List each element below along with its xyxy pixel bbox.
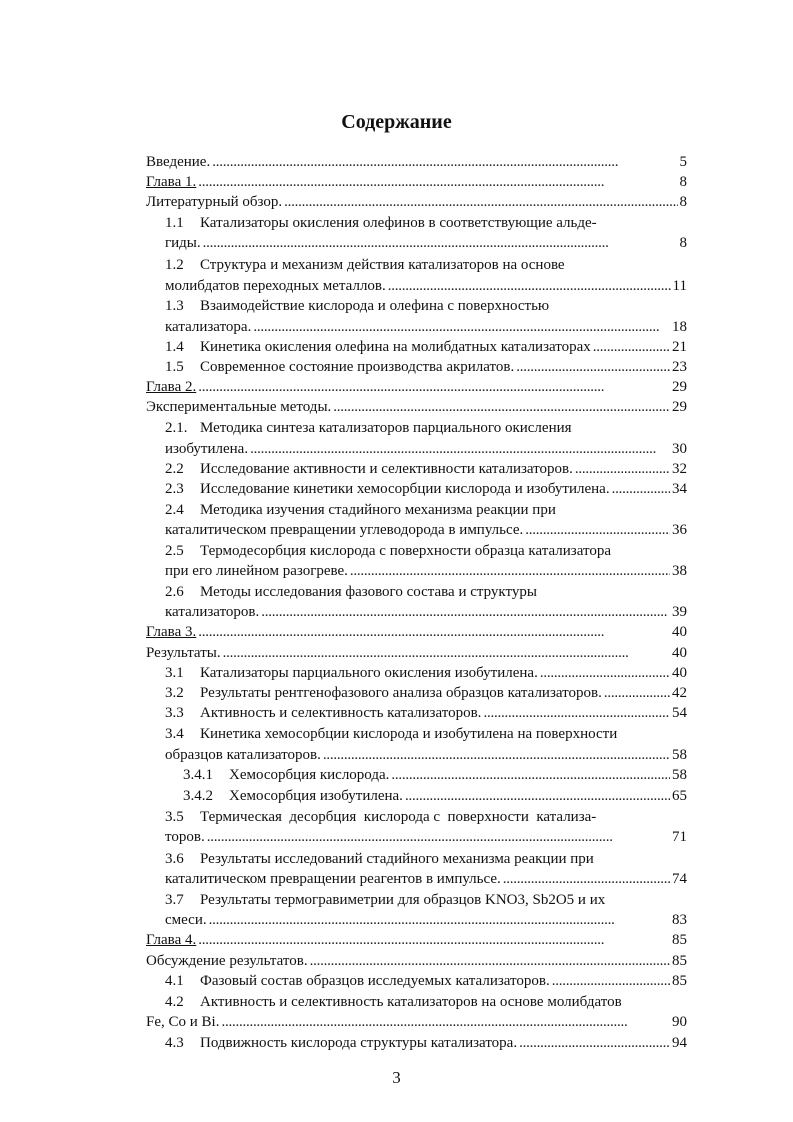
toc-entry-3-4-1[interactable] <box>183 765 687 785</box>
toc-entry-text: Результаты рентгенофазового анализа образцов катализаторов. <box>200 685 602 701</box>
toc-entry-number: 1.3 <box>165 298 184 314</box>
toc-entry-number: 3.2 <box>165 685 184 701</box>
toc-entry-page: 30 <box>672 441 687 457</box>
toc-entry-text: Литературный обзор. <box>146 194 283 210</box>
toc-entry-page: 85 <box>672 953 687 969</box>
page-number: 3 <box>392 1068 401 1087</box>
toc-entry-2-2[interactable] <box>165 459 687 479</box>
toc-entry-page: 34 <box>672 481 687 497</box>
dot-leader <box>391 766 670 785</box>
toc-entry-2-5[interactable] <box>165 541 687 561</box>
toc-entry-3-5-cont[interactable] <box>165 827 687 847</box>
toc-entry-text: катализатора. <box>165 319 252 335</box>
toc-entry-text: гиды. <box>165 235 201 251</box>
toc-entry-text: Взаимодействие кислорода и олефина с поверхностью <box>200 298 550 314</box>
toc-entry-text: каталитическом превращении реагентов в импульсе. <box>165 871 501 887</box>
toc-entry-number: 2.4 <box>165 502 184 518</box>
toc-entry-page: 39 <box>672 604 687 620</box>
dot-leader <box>604 684 670 703</box>
toc-entry-text: Обсуждение результатов. <box>146 953 308 969</box>
toc-entry-text: Глава 4. <box>146 932 197 948</box>
dot-leader <box>593 338 670 357</box>
toc-entry-text: изобутилена. <box>165 441 249 457</box>
toc-entry-page: 40 <box>672 665 687 681</box>
toc-entry-text: Кинетика хемосорбции кислорода и изобутилена на поверхности <box>200 726 618 742</box>
toc-entry-text: Подвижность кислорода структуры катализатора. <box>200 1035 518 1051</box>
page-title: Содержание <box>341 111 452 133</box>
dot-leader <box>207 828 670 847</box>
toc-entry-2-1-cont[interactable] <box>165 439 687 459</box>
toc-entry-text: смеси. <box>165 912 207 928</box>
dot-leader <box>519 1034 670 1053</box>
toc-entry-text: Результаты термогравиметрии для образцов KNO3, Sb2O5 и их <box>200 892 606 908</box>
toc-entry-number: 3.4.1 <box>183 767 213 783</box>
dot-leader <box>540 664 670 683</box>
dot-leader <box>483 704 670 723</box>
toc-entry-chapter-4[interactable] <box>146 930 687 950</box>
dot-leader <box>198 173 677 192</box>
toc-entry-3-3[interactable] <box>165 703 687 723</box>
toc-entry-page: 5 <box>679 154 687 170</box>
toc-entry-text: Активность и селективность катализаторов. <box>200 705 482 721</box>
toc-entry-3-2[interactable] <box>165 683 687 703</box>
toc-entry-text: Глава 1. <box>146 174 197 190</box>
dot-leader <box>310 952 670 971</box>
toc-entry-text: каталитическом превращении углеводорода в импульсе. <box>165 522 524 538</box>
toc-entry-number: 1.1 <box>165 215 184 231</box>
dot-leader <box>223 644 670 663</box>
toc-entry-page: 36 <box>672 522 687 538</box>
toc-entry-intro[interactable] <box>146 152 687 172</box>
toc-entry-text: Исследование кинетики хемосорбции кислорода и изобутилена. <box>200 481 610 497</box>
toc-entry-text: Современное состояние производства акрилатов. <box>200 359 515 375</box>
toc-entry-3-7-cont[interactable] <box>165 910 687 930</box>
toc-entry-text: Хемосорбция кислорода. <box>229 767 390 783</box>
toc-entry-page: 65 <box>672 788 687 804</box>
toc-entry-number: 2.2 <box>165 461 184 477</box>
toc-entry-page: 54 <box>672 705 687 721</box>
toc-entry-number: 3.3 <box>165 705 184 721</box>
toc-entry-page: 58 <box>672 767 687 783</box>
toc-entry-text: Термическая десорбция кислорода с поверхности катализа- <box>200 809 597 825</box>
dot-leader <box>552 972 670 991</box>
toc-entry-4-2-cont[interactable] <box>146 1012 687 1032</box>
toc-entry-experimental-methods[interactable] <box>146 397 687 417</box>
toc-entry-number: 2.1. <box>165 420 188 436</box>
dot-leader <box>323 746 670 765</box>
toc-entry-chapter-1[interactable] <box>146 172 687 192</box>
toc-entry-page: 85 <box>672 932 687 948</box>
dot-leader <box>209 911 670 930</box>
toc-entry-text: Введение. <box>146 154 211 170</box>
toc-entry-text: Методика синтеза катализаторов парциального окисления <box>200 420 572 436</box>
toc-entry-page: 8 <box>679 174 687 190</box>
toc-entry-1-4[interactable] <box>165 337 687 357</box>
toc-entry-page: 74 <box>672 871 687 887</box>
dot-leader <box>350 562 670 581</box>
toc-entry-number: 3.1 <box>165 665 184 681</box>
toc-entry-2-3[interactable] <box>165 479 687 499</box>
toc-entry-number: 2.5 <box>165 543 184 559</box>
toc-entry-number: 3.4.2 <box>183 788 213 804</box>
toc-entry-text: молибдатов переходных металлов. <box>165 278 386 294</box>
toc-entry-page: 8 <box>679 194 687 210</box>
dot-leader <box>575 460 670 479</box>
toc-entry-chapter-2[interactable] <box>146 377 687 397</box>
toc-entry-text: Методика изучения стадийного механизма реакции при <box>200 502 556 518</box>
toc-entry-number: 3.6 <box>165 851 184 867</box>
toc-entry-number: 3.5 <box>165 809 184 825</box>
toc-entry-page: 85 <box>672 973 687 989</box>
toc-entry-page: 40 <box>672 645 687 661</box>
toc-entry-number: 3.4 <box>165 726 184 742</box>
dot-leader <box>405 787 670 806</box>
dot-leader <box>198 623 670 642</box>
toc-entry-1-3[interactable] <box>165 296 687 316</box>
toc-entry-number: 2.3 <box>165 481 184 497</box>
toc-entry-text: Исследование активности и селективности катализаторов. <box>200 461 573 477</box>
toc-entry-3-1[interactable] <box>165 663 687 683</box>
toc-entry-number: 1.5 <box>165 359 184 375</box>
toc-entry-2-6[interactable] <box>165 582 687 602</box>
dot-leader <box>221 1013 670 1032</box>
dot-leader <box>198 378 670 397</box>
toc-entry-page: 42 <box>672 685 687 701</box>
toc-entry-text: Глава 2. <box>146 379 197 395</box>
toc-entry-text: Хемосорбция изобутилена. <box>229 788 403 804</box>
toc-entry-text: образцов катализаторов. <box>165 747 321 763</box>
toc-entry-text: Результаты. <box>146 645 221 661</box>
dot-leader <box>250 440 670 459</box>
dot-leader <box>253 318 670 337</box>
toc-entry-results[interactable] <box>146 643 687 663</box>
toc-entry-text: катализаторов. <box>165 604 260 620</box>
toc-entry-text: Термодесорбция кислорода с поверхности образца катализатора <box>200 543 612 559</box>
toc-entry-3-6-cont[interactable] <box>165 869 687 889</box>
toc-entry-2-4[interactable] <box>165 500 687 520</box>
toc-entry-page: 40 <box>672 624 687 640</box>
toc-entry-page: 21 <box>672 339 687 355</box>
toc-entry-2-1[interactable] <box>165 418 687 438</box>
toc-entry-number: 4.2 <box>165 994 184 1010</box>
toc-entry-text: при его линейном разогреве. <box>165 563 348 579</box>
toc-entry-3-5[interactable] <box>165 807 687 827</box>
dot-leader <box>516 358 670 377</box>
toc-entry-text: Активность и селективность катализаторов на основе молибдатов <box>200 994 622 1010</box>
dot-leader <box>525 521 670 540</box>
toc-entry-page: 29 <box>672 379 687 395</box>
toc-entry-text: торов. <box>165 829 205 845</box>
toc-entry-page: 38 <box>672 563 687 579</box>
toc-entry-page: 58 <box>672 747 687 763</box>
toc-entry-page: 29 <box>672 399 687 415</box>
toc-entry-literature-review[interactable] <box>146 192 687 212</box>
toc-entry-1-3-cont[interactable] <box>165 317 687 337</box>
toc-entry-text: Глава 3. <box>146 624 197 640</box>
toc-entry-text: Кинетика окисления олефина на молибдатных катализаторах <box>200 339 591 355</box>
toc-entry-3-4-2[interactable] <box>183 786 687 806</box>
toc-entry-1-1[interactable] <box>165 213 687 233</box>
toc-entry-1-1-cont[interactable] <box>165 233 687 253</box>
toc-entry-number: 3.7 <box>165 892 184 908</box>
toc-entry-text: Катализаторы парциального окисления изобутилена. <box>200 665 538 681</box>
toc-entry-page: 83 <box>672 912 687 928</box>
toc-entry-3-7[interactable] <box>165 890 687 910</box>
toc-entry-page: 23 <box>672 359 687 375</box>
dot-leader <box>261 603 670 622</box>
dot-leader <box>203 234 678 253</box>
toc-entry-3-4-cont[interactable] <box>165 745 687 765</box>
toc-entry-page: 90 <box>672 1014 687 1030</box>
toc-entry-page: 11 <box>672 278 687 294</box>
toc-entry-text: Структура и механизм действия катализаторов на основе <box>200 257 565 273</box>
toc-entry-3-4[interactable] <box>165 724 687 744</box>
toc-entry-text: Результаты исследований стадийного механизма реакции при <box>200 851 594 867</box>
toc-entry-number: 2.6 <box>165 584 184 600</box>
dot-leader <box>612 480 670 499</box>
toc-entry-2-6-cont[interactable] <box>165 602 687 622</box>
dot-leader <box>284 193 677 212</box>
toc-entry-4-2[interactable] <box>165 992 687 1012</box>
toc-entry-text: Fe, Co и Bi. <box>146 1014 220 1030</box>
toc-entry-number: 4.3 <box>165 1035 184 1051</box>
toc-entry-discussion[interactable] <box>146 951 687 971</box>
toc-entry-text: Методы исследования фазового состава и структуры <box>200 584 537 600</box>
toc-entry-1-2[interactable] <box>165 255 687 275</box>
dot-leader <box>198 931 670 950</box>
toc-entry-2-4-cont[interactable] <box>165 520 687 540</box>
toc-entry-4-3[interactable] <box>165 1033 687 1053</box>
toc-entry-number: 4.1 <box>165 973 184 989</box>
toc-entry-page: 32 <box>672 461 687 477</box>
toc-entry-page: 94 <box>672 1035 687 1051</box>
dot-leader <box>388 277 671 296</box>
toc-entry-text: Фазовый состав образцов исследуемых катализаторов. <box>200 973 550 989</box>
toc-entry-4-1[interactable] <box>165 971 687 991</box>
toc-entry-2-5-cont[interactable] <box>165 561 687 581</box>
toc-entry-page: 18 <box>672 319 687 335</box>
toc-entry-page: 8 <box>679 235 687 251</box>
toc-entry-page: 71 <box>672 829 687 845</box>
toc-entry-text: Катализаторы окисления олефинов в соответствующие альде- <box>200 215 597 231</box>
dot-leader <box>212 153 677 172</box>
toc-entry-1-2-cont[interactable] <box>165 276 687 296</box>
toc-entry-3-6[interactable] <box>165 849 687 869</box>
toc-entry-text: Экспериментальные методы. <box>146 399 332 415</box>
toc-entry-1-5[interactable] <box>165 357 687 377</box>
dot-leader <box>333 398 670 417</box>
toc-entry-number: 1.2 <box>165 257 184 273</box>
toc-entry-chapter-3[interactable] <box>146 622 687 642</box>
dot-leader <box>503 870 670 889</box>
toc-entry-number: 1.4 <box>165 339 184 355</box>
